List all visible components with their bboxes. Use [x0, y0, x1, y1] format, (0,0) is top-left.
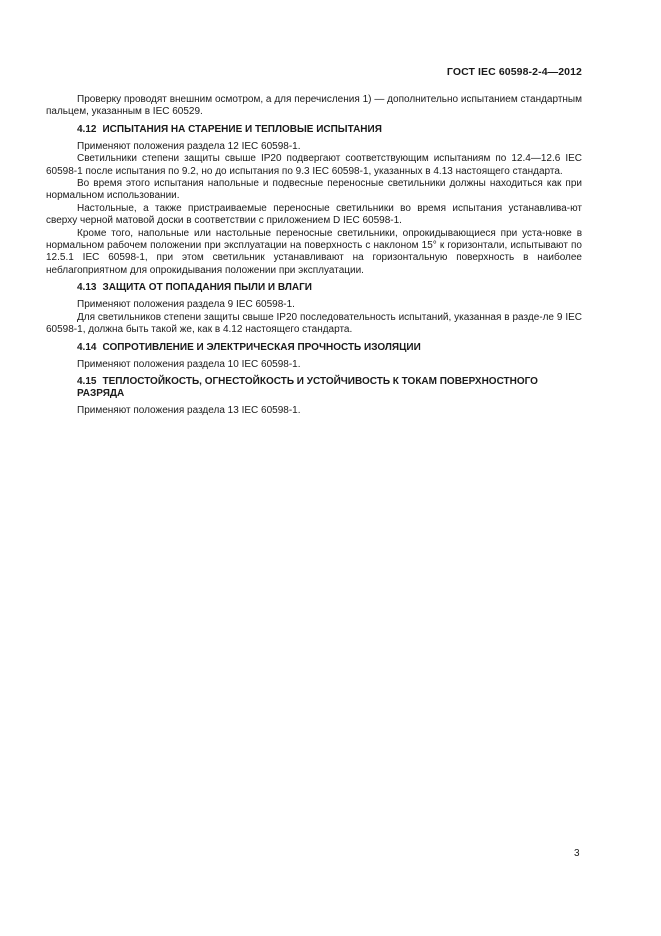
section-heading — [46, 282, 582, 294]
section-4-15 — [46, 376, 582, 417]
section-paragraph: Настольные, а также пристраиваемые переносные светильники во время испытания устанавлива-ют сверху черной матовой доски в соответствии с приложением D IEC 60598-1. — [46, 202, 582, 227]
section-paragraph: Применяют положения раздела 12 IEC 60598-1. — [77, 140, 301, 152]
section-number: 4.15 — [77, 375, 97, 387]
section-number: 4.14 — [77, 341, 97, 353]
section-title: ЗАЩИТА ОТ ПОПАДАНИЯ ПЫЛИ И ВЛАГИ — [102, 282, 312, 294]
section-4-13 — [46, 282, 582, 336]
section-paragraph: Применяют положения раздела 10 IEC 60598-1. — [77, 358, 301, 370]
section-heading — [46, 124, 582, 136]
section-paragraph: Светильники степени защиты свыше IP20 подвергают соответствующим испытаниям по 12.4—12.6 IEC 60598-1 после испытания по 9.2, но до испытания по 9.3 IEC 60598-1, указанных в 4.13 настоящего стандарта. — [46, 153, 582, 177]
section-paragraph: Кроме того, напольные или настольные переносные светильники, опрокидывающиеся при уста-новке в нормальном рабочем положении при эксплуатации на поверхность с наклоном 15° к горизонтали, испытывают по 12.5.1 IEC 60598-1, при этом светильник устанавливают на горизонтальную поверхность в наиболее неблагоприятном для опрокидывания положении при эксплуатации. — [46, 227, 582, 276]
section-4-14 — [46, 342, 582, 371]
section-number: 4.13 — [77, 282, 97, 294]
section-number: 4.12 — [77, 123, 97, 135]
section-title: ТЕПЛОСТОЙКОСТЬ, ОГНЕСТОЙКОСТЬ И УСТОЙЧИВОСТЬ К ТОКАМ ПОВЕРХНОСТНОГО РАЗРЯДА — [77, 375, 538, 399]
section-paragraph: Для светильников степени защиты свыше IP20 последовательность испытаний, указанная в разде-ле 9 IEC 60598-1, должна быть такой же, как в 4.12 настоящего стандарта. — [46, 311, 582, 336]
section-4-12 — [46, 124, 582, 277]
intro-paragraph: Проверку проводят внешним осмотром, а для перечисления 1) — дополнительно испытанием стандартным пальцем, указанным в IEC 60529. — [46, 94, 582, 118]
section-heading — [46, 376, 582, 400]
section-title: СОПРОТИВЛЕНИЕ И ЭЛЕКТРИЧЕСКАЯ ПРОЧНОСТЬ ИЗОЛЯЦИИ — [102, 341, 421, 353]
section-title: ИСПЫТАНИЯ НА СТАРЕНИЕ И ТЕПЛОВЫЕ ИСПЫТАНИЯ — [102, 123, 382, 135]
page-number: 3 — [574, 848, 580, 859]
section-paragraph: Во время этого испытания напольные и подвесные переносные светильники должны находиться как при нормальном использовании. — [46, 178, 582, 202]
section-heading — [46, 342, 582, 354]
document-body — [46, 94, 582, 417]
section-paragraph: Применяют положения раздела 9 IEC 60598-1. — [77, 299, 295, 311]
document-code-header: ГОСТ IEC 60598-2-4—2012 — [446, 66, 582, 78]
section-paragraph: Применяют положения раздела 13 IEC 60598-1. — [77, 404, 301, 416]
